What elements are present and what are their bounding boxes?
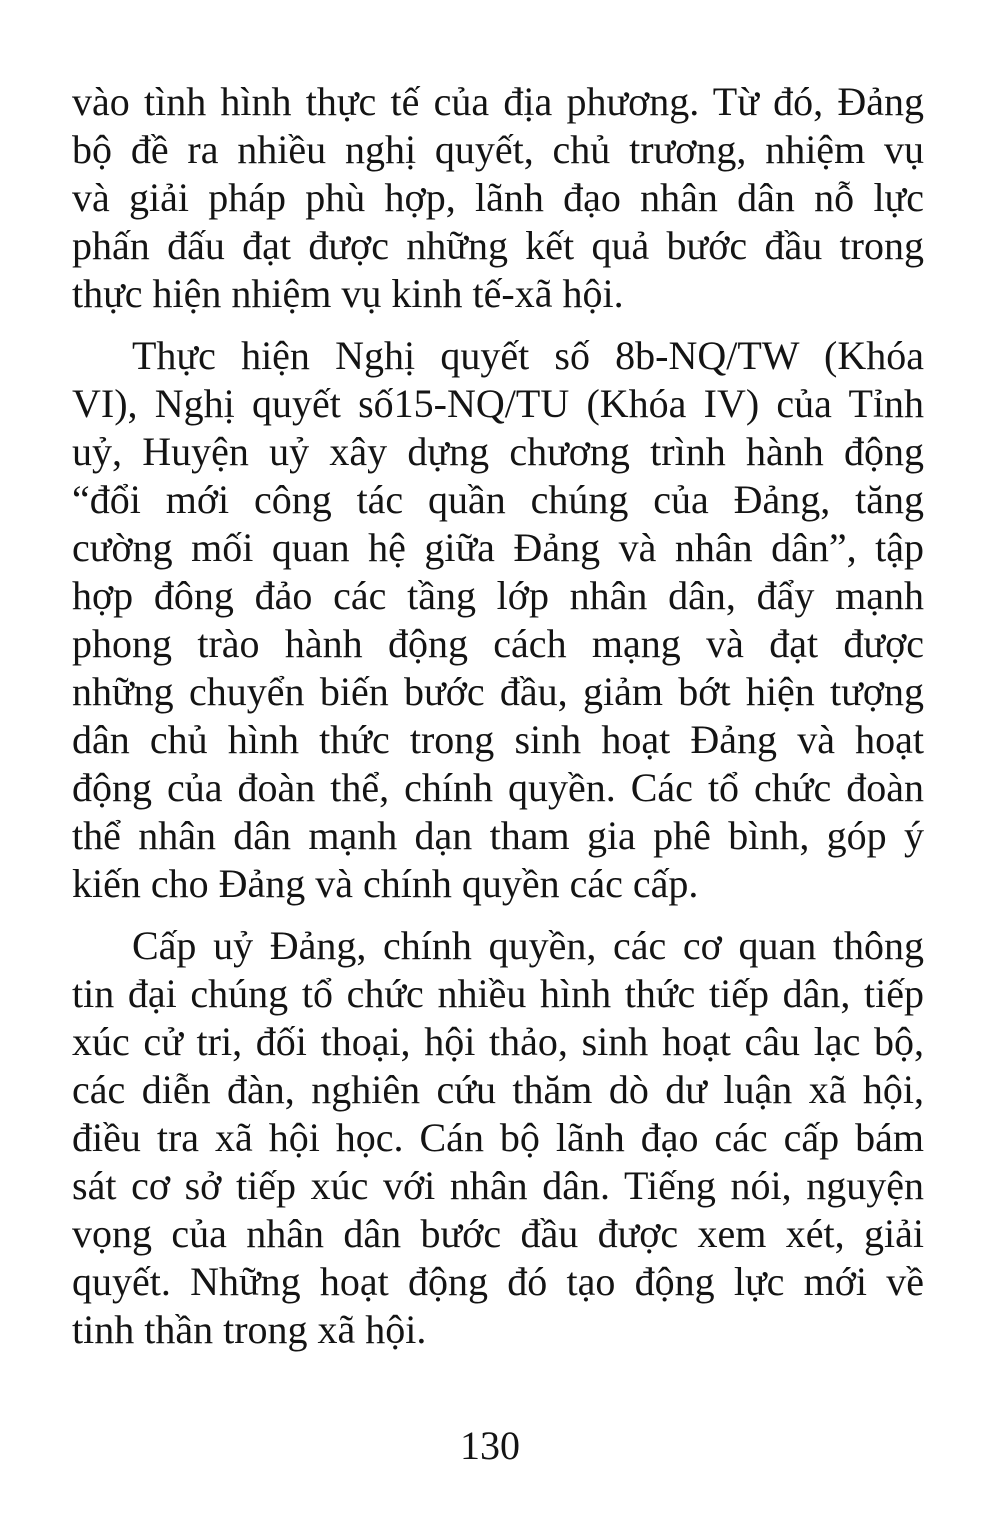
paragraph-line: tin đại chúng tổ chức nhiều hình thức tiếp dân, tiếp bbox=[72, 971, 924, 1016]
paragraph-line: sát cơ sở tiếp xúc với nhân dân. Tiếng nói, nguyện bbox=[72, 1163, 924, 1208]
paragraph-2 bbox=[72, 332, 924, 908]
paragraph-line: “đổi mới công tác quần chúng của Đảng, tăng bbox=[72, 477, 924, 522]
paragraph-line: thực hiện nhiệm vụ kinh tế-xã hội. bbox=[72, 271, 624, 316]
body-text bbox=[72, 78, 924, 1354]
paragraph-line: vọng của nhân dân bước đầu được xem xét, giải bbox=[72, 1211, 924, 1256]
paragraph-line: phấn đấu đạt được những kết quả bước đầu trong bbox=[72, 223, 924, 268]
paragraph-line: động của đoàn thể, chính quyền. Các tổ chức đoàn bbox=[72, 765, 924, 810]
paragraph-line: bộ đề ra nhiều nghị quyết, chủ trương, nhiệm vụ bbox=[72, 127, 924, 172]
paragraph-line: các diễn đàn, nghiên cứu thăm dò dư luận xã hội, bbox=[72, 1067, 924, 1112]
paragraph-line: Cấp uỷ Đảng, chính quyền, các cơ quan thông bbox=[132, 923, 924, 968]
paragraph-line: VI), Nghị quyết số15-NQ/TU (Khóa IV) của Tỉnh bbox=[72, 381, 924, 426]
paragraph-1 bbox=[72, 78, 924, 318]
paragraph-line: hợp đông đảo các tầng lớp nhân dân, đẩy mạnh bbox=[72, 573, 924, 618]
paragraph-line: điều tra xã hội học. Cán bộ lãnh đạo các cấp bám bbox=[72, 1115, 924, 1160]
paragraph-line: những chuyển biến bước đầu, giảm bớt hiện tượng bbox=[72, 669, 924, 714]
paragraph-line: Thực hiện Nghị quyết số 8b-NQ/TW (Khóa bbox=[132, 333, 924, 378]
page-number: 130 bbox=[460, 1423, 520, 1468]
paragraph-line: cường mối quan hệ giữa Đảng và nhân dân”, tập bbox=[72, 525, 924, 570]
paragraph-line: kiến cho Đảng và chính quyền các cấp. bbox=[72, 861, 699, 906]
paragraph-line: vào tình hình thực tế của địa phương. Từ đó, Đảng bbox=[72, 79, 924, 124]
paragraph-line: thể nhân dân mạnh dạn tham gia phê bình, góp ý bbox=[72, 813, 924, 858]
paragraph-3 bbox=[72, 922, 924, 1354]
paragraph-line: xúc cử tri, đối thoại, hội thảo, sinh hoạt câu lạc bộ, bbox=[72, 1019, 924, 1064]
paragraph-line: tinh thần trong xã hội. bbox=[72, 1307, 427, 1352]
paragraph-line: dân chủ hình thức trong sinh hoạt Đảng và hoạt bbox=[72, 717, 924, 762]
paragraph-line: quyết. Những hoạt động đó tạo động lực mới về bbox=[72, 1259, 924, 1304]
paragraph-line: phong trào hành động cách mạng và đạt được bbox=[72, 621, 924, 666]
paragraph-line: và giải pháp phù hợp, lãnh đạo nhân dân nỗ lực bbox=[72, 175, 924, 220]
paragraph-line: uỷ, Huyện uỷ xây dựng chương trình hành động bbox=[72, 429, 924, 474]
